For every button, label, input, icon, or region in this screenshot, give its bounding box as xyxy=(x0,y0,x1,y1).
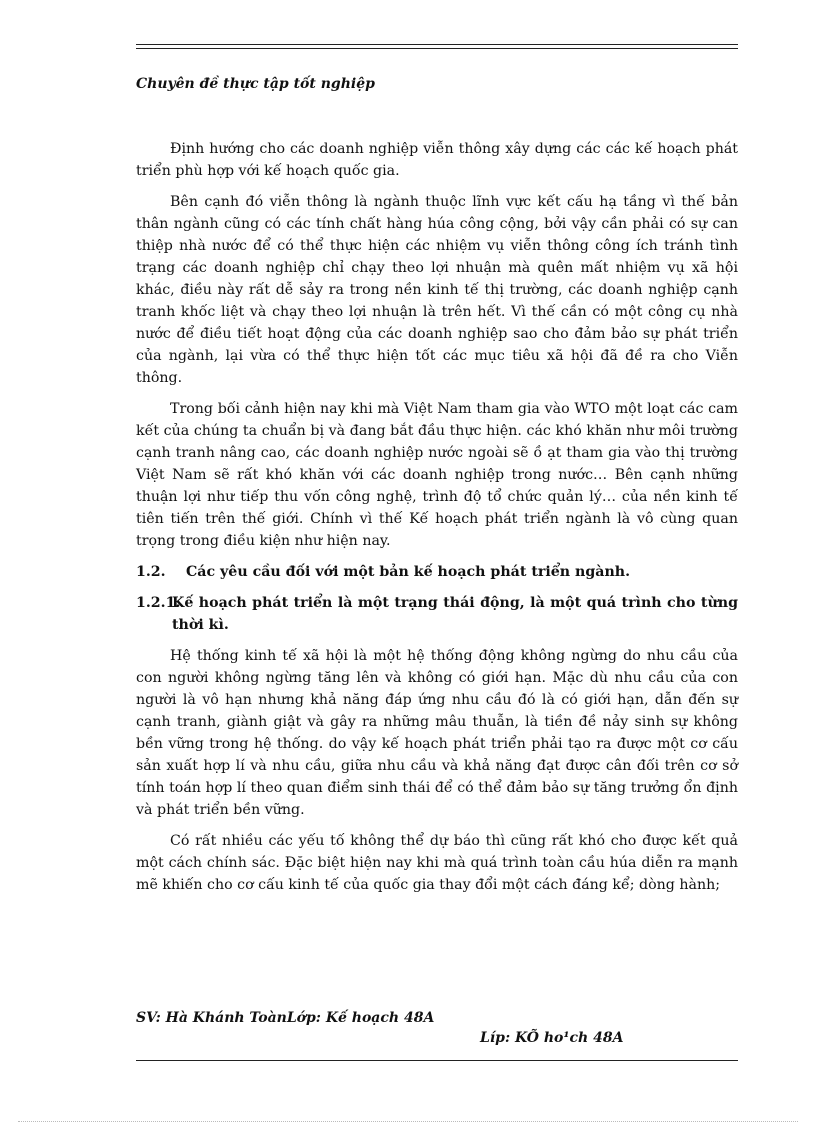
page-edge xyxy=(18,1121,798,1122)
section-heading-1-2-1 xyxy=(136,592,738,636)
paragraph-1: Định hướng cho các doanh nghiệp viễn thông xây dựng các các kế hoạch phát triển phù hợp với kế hoạch quốc gia. xyxy=(136,141,738,179)
paragraph-4: Hệ thống kinh tế xã hội là một hệ thống động không ngừng do nhu cầu của con người không ngừng tăng lên và không có giới hạn. Mặc dù nhu cầu của con người là vô hạn nhưng khả năng đáp ứng nhu cầu đó là có giới hạn, dẫn đến sự cạnh tranh, giành giật và gây ra những mâu thuẫn, là tiền đề nảy sinh sự không bền vững trong hệ thống. do vậy kế hoạch phát triển phải tạo ra được một cơ cấu sản xuất hợp lí và nhu cầu, giữa nhu cầu và khả năng đạt được cân đối trên cơ sở tính toán hợp lí theo quan điểm sinh thái để có thể đảm bảo sự tăng trưởng ổn định và phát triển bền vững. xyxy=(136,648,738,818)
subsection-number: 1.2.1. xyxy=(136,595,181,611)
paragraph-3: Trong bối cảnh hiện nay khi mà Việt Nam tham gia vào WTO một loạt các cam kết của chúng ta chuẩn bị và đang bắt đầu thực hiện. các khó khăn như môi trường cạnh tranh nâng cao, các doanh nghiệp nước ngoài sẽ ồ ạt tham gia vào thị trường Việt Nam sẽ rất khó khăn với các doanh nghiệp trong nước… Bên cạnh những thuận lợi như tiếp thu vốn công nghệ, trình độ tổ chức quản lý… của nền kinh tế tiên tiến trên thế giới. Chính vì thế Kế hoạch phát triển ngành là vô cùng quan trọng trong điều kiện như hiện nay. xyxy=(136,401,738,549)
section-number: 1.2. xyxy=(136,564,166,580)
footer-class-info: Líp: KÕ ho¹ch 48A xyxy=(480,1030,624,1046)
footer-student-info: SV: Hà Khánh ToànLớp: Kế hoạch 48A xyxy=(136,1010,435,1026)
paragraph-2: Bên cạnh đó viễn thông là ngành thuộc lĩnh vực kết cấu hạ tầng vì thế bản thân ngành cũng có các tính chất hàng húa công cộng, bởi vậy cần phải có sự can thiệp nhà nước để có thể thực hiện các nhiệm vụ viễn thông công ích tránh tình trạng các doanh nghiệp chỉ chạy theo lợi nhuận mà quên mất nhiệm vụ xã hội khác, điều này rất dễ sảy ra trong nền kinh tế thị trường, các doanh nghiệp cạnh tranh khốc liệt và chạy theo lợi nhuận là trên hết. Vì thế cần có một công cụ nhà nước để điều tiết hoạt động của các doanh nghiệp sao cho đảm bảo sự phát triển của ngành, lại vừa có thể thực hiện tốt các mục tiêu xã hội đã đề ra cho Viễn thông. xyxy=(136,194,738,386)
header-rule xyxy=(136,44,738,49)
section-title: Các yêu cầu đối với một bản kế hoạch phát triển ngành. xyxy=(186,564,631,580)
paragraph-5: Có rất nhiều các yếu tố không thể dự báo thì cũng rất khó cho được kết quả một cách chính sác. Đặc biệt hiện nay khi mà quá trình toàn cầu húa diễn ra mạnh mẽ khiến cho cơ cấu kinh tế của quốc gia thay đổi một cách đáng kể; dòng hành; xyxy=(136,833,738,893)
subsection-title: Kế hoạch phát triển là một trạng thái động, là một quá trình cho từng thời kì. xyxy=(172,595,738,633)
document-body xyxy=(136,138,738,905)
document-header-title: Chuyên đề thực tập tốt nghiệp xyxy=(136,76,375,92)
section-heading-1-2 xyxy=(136,561,738,583)
footer-rule xyxy=(136,1060,738,1061)
